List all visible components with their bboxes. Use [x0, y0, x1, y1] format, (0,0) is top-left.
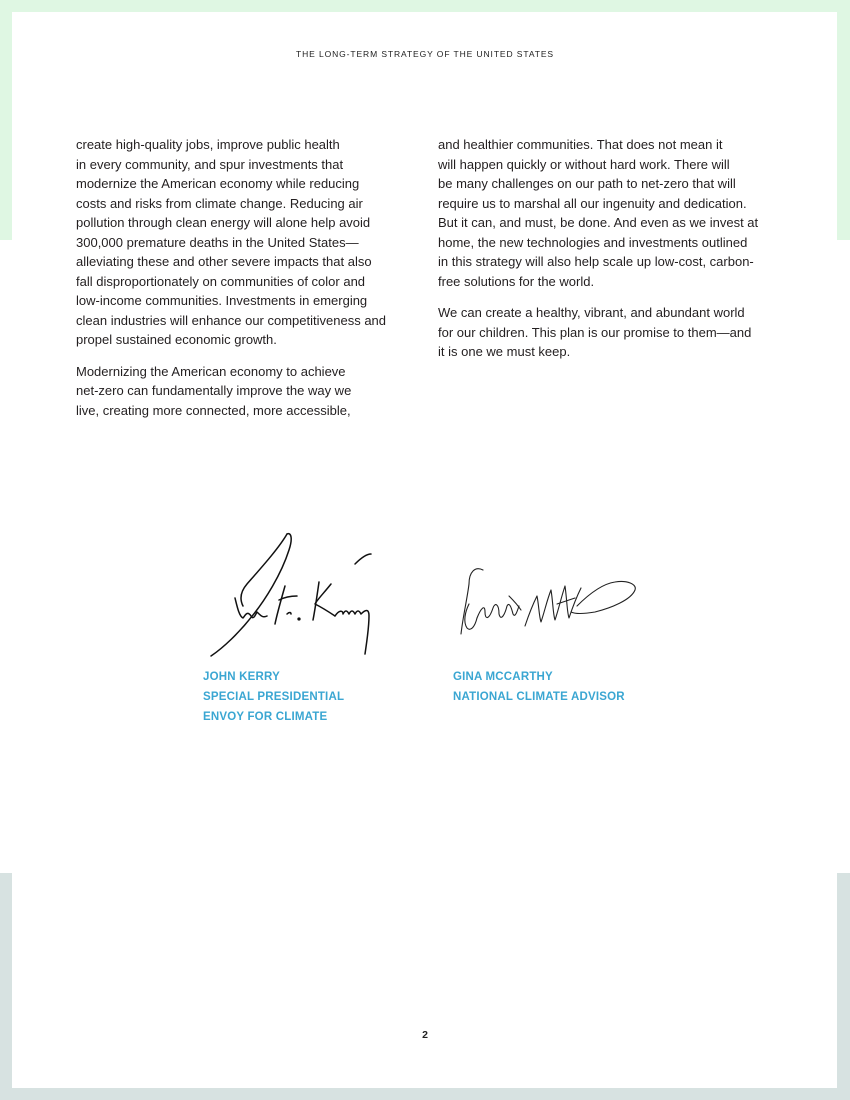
text-line: will happen quickly or without hard work. There will	[438, 156, 730, 172]
right-text-column	[438, 135, 778, 374]
text-line: and healthier communities. That does not mean it	[438, 137, 723, 152]
text-line: clean industries will enhance our competitiveness and	[76, 312, 387, 328]
signer-name: GINA MCCARTHY	[453, 671, 553, 683]
text-line: costs and risks from climate change. Reducing air	[76, 195, 363, 211]
text-line: 300,000 premature deaths in the United States—	[76, 234, 359, 250]
text-line: for our children. This plan is our promise to them—and	[438, 324, 752, 340]
text-line: create high-quality jobs, improve public health	[76, 137, 340, 152]
signer-name: JOHN KERRY	[203, 671, 280, 683]
gina-mccarthy-signature	[455, 560, 645, 640]
text-line: require us to marshal all our ingenuity and dedication.	[438, 195, 747, 211]
text-line: propel sustained economic growth.	[76, 332, 277, 347]
paragraph	[438, 135, 778, 291]
left-text-column	[76, 135, 406, 432]
text-line: low-income communities. Investments in emerging	[76, 293, 368, 308]
running-header: THE LONG-TERM STRATEGY OF THE UNITED STATES	[296, 49, 554, 59]
text-line: in this strategy will also help scale up low-cost, carbon-	[438, 254, 754, 269]
text-line: Modernizing the American economy to achieve	[76, 363, 346, 379]
signer-title-line: SPECIAL PRESIDENTIAL	[203, 691, 345, 703]
text-line: modernize the American economy while reducing	[76, 176, 360, 191]
page-number: 2	[422, 1029, 428, 1041]
text-line: alleviating these and other severe impacts that also	[76, 254, 372, 269]
signer-title-line: ENVOY FOR CLIMATE	[203, 711, 328, 723]
text-line: But it can, and must, be done. And even as we invest at	[438, 215, 759, 230]
signer-title-line: NATIONAL CLIMATE ADVISOR	[453, 691, 625, 703]
text-line: net-zero can fundamentally improve the way we	[76, 383, 352, 398]
text-line: it is one we must keep.	[438, 344, 571, 359]
paragraph	[438, 303, 778, 362]
text-line: be many challenges on our path to net-zero that will	[438, 176, 736, 191]
john-kerry-signature	[205, 530, 380, 662]
paragraph	[76, 135, 406, 350]
paragraph	[76, 362, 406, 421]
text-line: We can create a healthy, vibrant, and abundant world	[438, 305, 745, 320]
text-line: free solutions for the world.	[438, 273, 595, 289]
signer-block-gina-mccarthy	[453, 667, 625, 707]
text-line: home, the new technologies and investments outlined	[438, 234, 748, 250]
text-line: live, creating more connected, more accessible,	[76, 402, 351, 418]
signer-block-john-kerry	[203, 667, 344, 727]
text-line: fall disproportionately on communities of color and	[76, 273, 366, 289]
text-line: in every community, and spur investments that	[76, 156, 344, 172]
text-line: pollution through clean energy will alone help avoid	[76, 215, 371, 230]
